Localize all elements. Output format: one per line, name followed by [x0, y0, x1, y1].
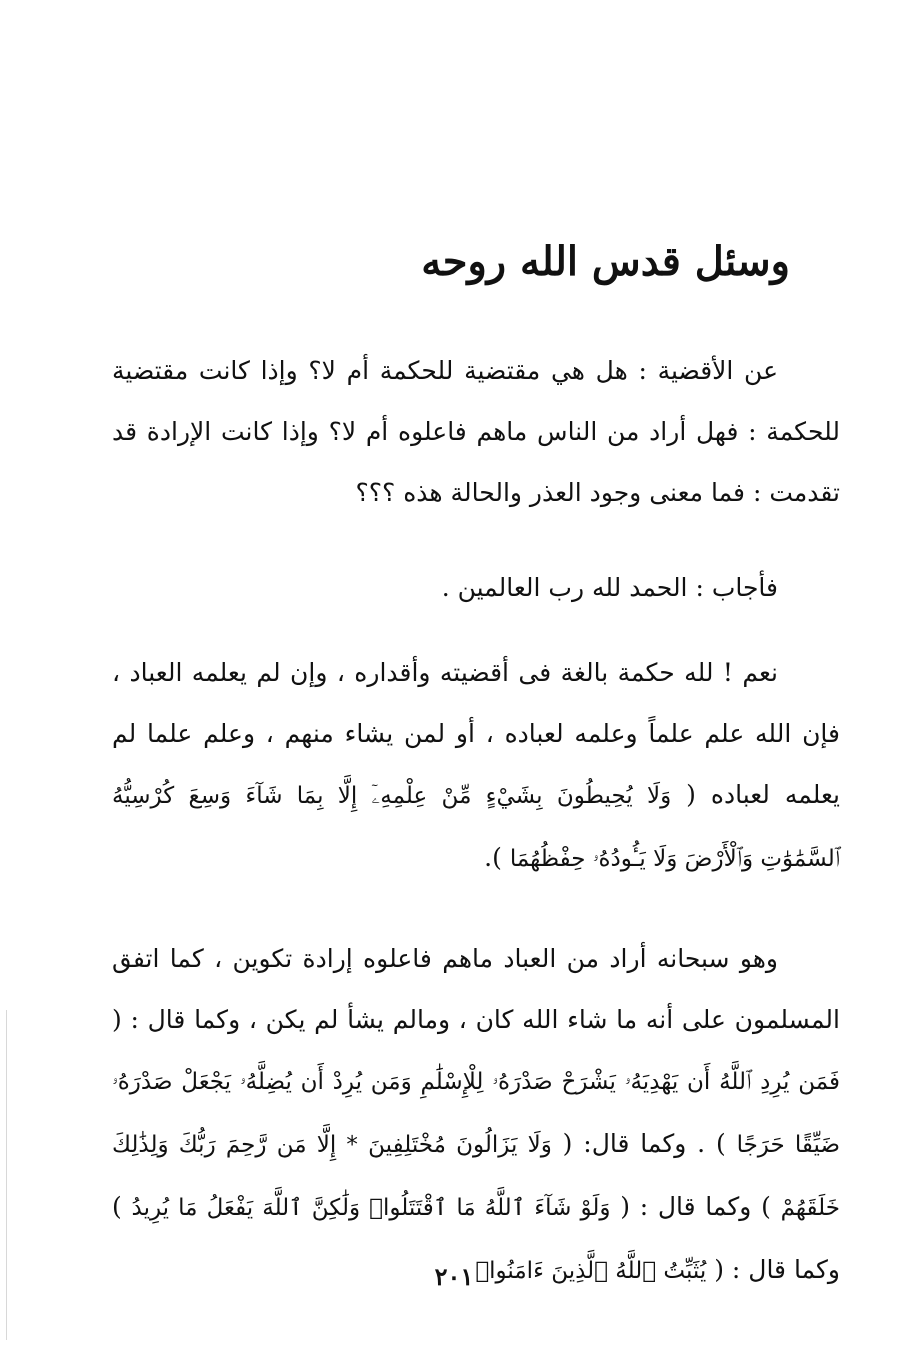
paragraph-two-text-4: وكما قال :: [731, 1255, 840, 1284]
quran-verse-5: يُثَبِّتُ ٱللَّهُ ٱلَّذِينَ ءَامَنُوا۟: [475, 1258, 707, 1284]
verse-open-paren: (: [562, 1129, 573, 1158]
verse-open-paren: (: [112, 1005, 122, 1034]
paragraph-one: [112, 642, 840, 890]
paragraph-two-text-1: وهو سبحانه أراد من العباد ماهم فاعلوه إرادة تكوين ، كما اتفق المسلمون على أنه ما شاء الله كان ، ومالم يشأ لم يكن ، وكما قال :: [112, 944, 840, 1034]
answer-intro-text: فأجاب : الحمد لله رب العالمين .: [441, 573, 778, 602]
verse-open-paren: (: [714, 1255, 724, 1284]
verse-open-paren: (: [686, 780, 696, 809]
quran-verse-3: وَلَا يَزَالُونَ مُخْتَلِفِينَ * إِلَّا مَن رَّحِمَ رَبُّكَ وَلِذَٰلِكَ خَلَقَهُمْ: [112, 1132, 840, 1221]
verse-open-paren: (: [620, 1192, 630, 1221]
question-paragraph: [112, 340, 840, 523]
quran-verse-1: وَلَا يُحِيطُونَ بِشَيْءٍ مِّنْ عِلْمِهِۦٓ إِلَّا بِمَا شَآءَ وَسِعَ كُرْسِيُّهُ ٱلسَّمَٰوَٰتِ وَٱلْأَرْضَ وَلَا يَـُٔودُهُۥ حِفْظُهُمَا: [112, 783, 840, 872]
paragraph-two-text-2: . وكما قال:: [583, 1129, 706, 1158]
quran-verse-2: فَمَن يُرِدِ ٱللَّهُ أَن يَهْدِيَهُۥ يَشْرَحْ صَدْرَهُۥ لِلْإِسْلَٰمِ وَمَن يُرِدْ أَن يُضِلَّهُۥ يَجْعَلْ صَدْرَهُۥ ضَيِّقًا حَرَجًا: [112, 1069, 841, 1158]
question-text: عن الأقضية : هل هي مقتضية للحكمة أم لا؟ وإذا كانت مقتضية للحكمة : فهل أراد من الناس ماهم فاعلوه أم لا؟ وإذا كانت الإرادة قد تقدمت : فما معنى وجود العذر والحالة هذه ؟؟؟: [112, 356, 840, 507]
verse-close-paren: ): [761, 1192, 771, 1221]
paragraph-two-text-3: وكما قال :: [639, 1192, 752, 1221]
paragraph-one-text: نعم ! لله حكمة بالغة فى أقضيته وأقداره ، وإن لم يعلمه العباد ، فإن الله علم علماً وعلمه لعباده ، أو لمن يشاء منهم ، وعلم علما لم يعلمه لعباده: [112, 658, 841, 809]
page-number: ٢٠١: [434, 1262, 474, 1291]
verse-close-paren: ): [715, 1129, 726, 1158]
paragraph-two: [112, 928, 840, 1302]
section-heading: وسئل قدس الله روحه: [421, 238, 790, 285]
verse-close-paren: ): [112, 1192, 122, 1221]
quran-verse-4: وَلَوْ شَآءَ ٱللَّهُ مَا ٱقْتَتَلُوا۟ وَلَٰكِنَّ ٱللَّهَ يَفْعَلُ مَا يُرِيدُ: [131, 1195, 611, 1221]
answer-intro-paragraph: [112, 557, 840, 618]
verse-close-paren: ).: [484, 843, 502, 872]
